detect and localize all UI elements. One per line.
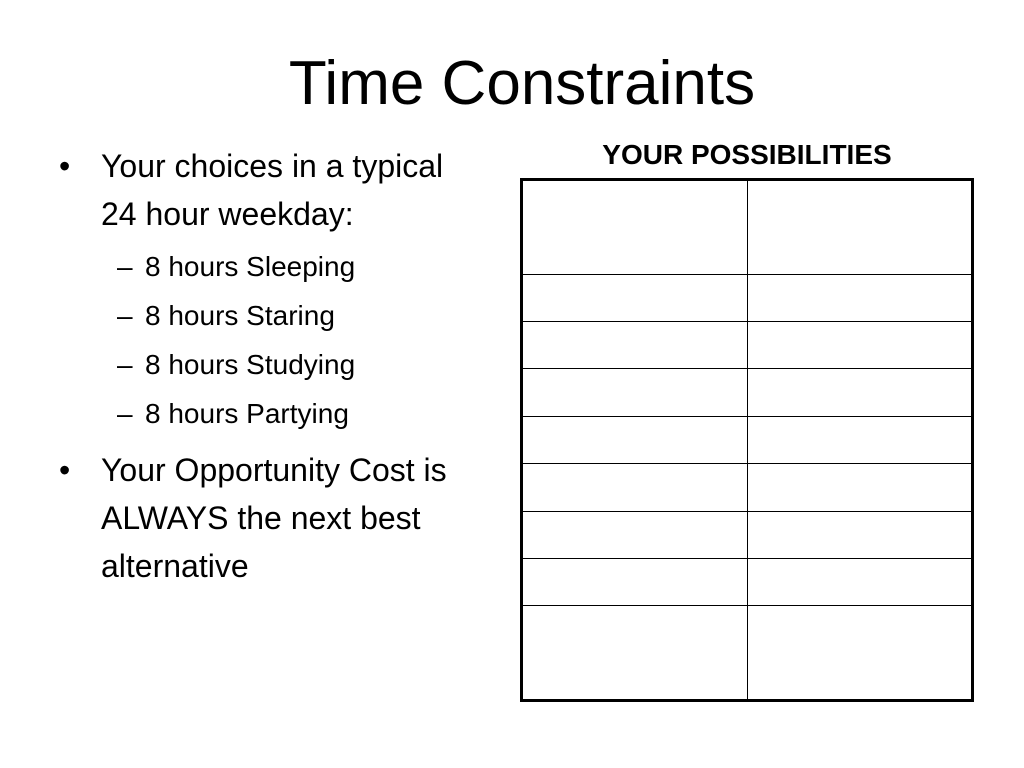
table-cell <box>747 180 973 275</box>
table-cell <box>522 464 748 511</box>
table-cell <box>747 606 973 701</box>
sub-bullet-item <box>57 242 487 291</box>
table-row <box>522 369 973 416</box>
sub-bullet-text: 8 hours Partying <box>145 398 349 429</box>
table-row <box>522 322 973 369</box>
table-cell <box>522 558 748 605</box>
table-cell <box>747 369 973 416</box>
bullet-item <box>57 446 487 590</box>
sub-bullet-text: 8 hours Staring <box>145 300 335 331</box>
sub-bullet-item <box>57 389 487 438</box>
table-cell <box>522 322 748 369</box>
table-row <box>522 464 973 511</box>
dash-glyph: – <box>117 398 133 429</box>
table-cell <box>747 558 973 605</box>
table-cell <box>522 369 748 416</box>
table-cell <box>522 274 748 321</box>
table-row <box>522 274 973 321</box>
dash-glyph: – <box>117 300 133 331</box>
possibilities-table-title: YOUR POSSIBILITIES <box>602 139 892 170</box>
table-cell <box>522 180 748 275</box>
table-cell <box>522 416 748 463</box>
table-cell <box>522 511 748 558</box>
table-cell <box>747 322 973 369</box>
table-row <box>522 606 973 701</box>
sub-bullet-item <box>57 291 487 340</box>
dash-glyph: – <box>117 251 133 282</box>
bullet-text: Your choices in a typical 24 hour weekday: <box>101 148 444 232</box>
slide-title: Time Constraints <box>288 49 756 118</box>
table-row <box>522 511 973 558</box>
possibilities-table <box>520 178 974 702</box>
table-row <box>522 180 973 275</box>
table-cell <box>747 274 973 321</box>
table-cell <box>747 511 973 558</box>
table-row <box>522 558 973 605</box>
bullet-glyph: • <box>59 452 71 488</box>
dash-glyph: – <box>117 349 133 380</box>
table-row <box>522 416 973 463</box>
table-cell <box>522 606 748 701</box>
sub-bullet-item <box>57 340 487 389</box>
bullet-text: Your Opportunity Cost is ALWAYS the next best alternative <box>101 452 447 584</box>
bullet-item <box>57 142 487 238</box>
sub-bullet-list <box>57 242 487 438</box>
table-cell <box>747 464 973 511</box>
sub-bullet-text: 8 hours Studying <box>145 349 356 380</box>
bullet-glyph: • <box>59 148 71 184</box>
bullet-list <box>57 142 487 592</box>
sub-bullet-text: 8 hours Sleeping <box>145 251 356 282</box>
table-cell <box>747 416 973 463</box>
